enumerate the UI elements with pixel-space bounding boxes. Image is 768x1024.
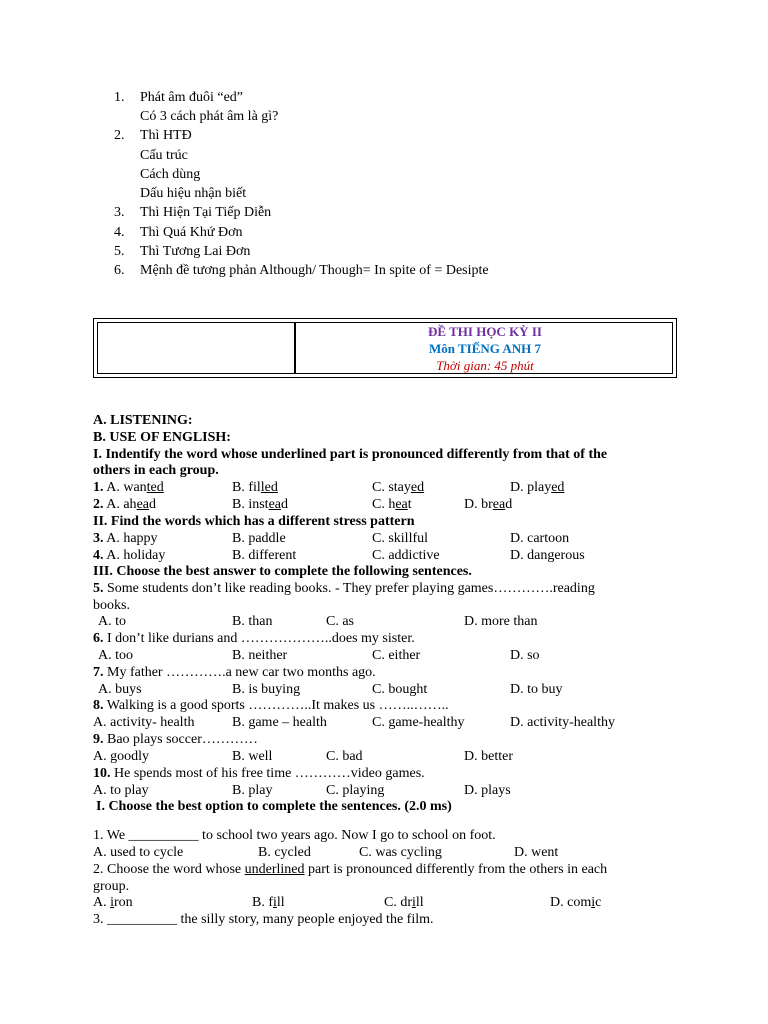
q4-option-c: C. addictive xyxy=(372,548,440,563)
outline-subitem: Cách dùng xyxy=(140,167,201,182)
q5-option-a: A. to xyxy=(98,614,126,629)
q6-option-a: A. too xyxy=(98,648,133,663)
q10-option-d: D. plays xyxy=(464,783,511,798)
q6-stem: 6. I don’t like durians and ………………..does my sister. xyxy=(93,631,415,646)
outline-subitem: Cấu trúc xyxy=(140,148,188,163)
p2q1-option-b: B. cycled xyxy=(258,845,311,860)
q3-option-a: 3. A. happy xyxy=(93,531,158,546)
q10-option-a: A. to play xyxy=(93,783,149,798)
q1-option-c: C. stayed xyxy=(372,480,425,495)
q9-option-d: D. better xyxy=(464,749,513,764)
q5-option-b: B. than xyxy=(232,614,273,629)
outline-item-6: 6. Mệnh đề tương phản Although/ Though= In spite of = Desipte xyxy=(114,263,489,278)
q7-option-c: C. bought xyxy=(372,682,428,697)
q8-option-a: A. activity- health xyxy=(93,715,195,730)
q10-option-c: C. playing xyxy=(326,783,385,798)
p2q2-stem: 2. Choose the word whose underlined part is pronounced differently from the others in each xyxy=(93,862,608,877)
q9-option-b: B. well xyxy=(232,749,273,764)
outline-item-5: 5. Thì Tương Lai Đơn xyxy=(114,244,251,259)
q8-option-c: C. game-healthy xyxy=(372,715,465,730)
q8-stem: 8. Walking is a good sports …………..It makes us ……..…….. xyxy=(93,698,449,713)
q5-stem-cont: books. xyxy=(93,598,130,613)
q1-option-a: 1. A. wanted xyxy=(93,480,164,495)
exam-header-table xyxy=(93,318,677,378)
exam-title: ĐỀ THI HỌC KỲ II xyxy=(428,324,542,339)
q2-option-c: C. heat xyxy=(372,497,412,512)
q9-stem: 9. Bao plays soccer………… xyxy=(93,732,258,747)
section-listening: A. LISTENING: xyxy=(93,413,193,428)
outline-item-2: 2. Thì HTĐ xyxy=(114,128,192,143)
q1-option-d: D. played xyxy=(510,480,565,495)
part3-instruction: III. Choose the best answer to complete the following sentences. xyxy=(93,564,472,579)
q9-option-c: C. bad xyxy=(326,749,363,764)
q6-option-d: D. so xyxy=(510,648,540,663)
q8-option-d: D. activity-healthy xyxy=(510,715,615,730)
q5-option-d: D. more than xyxy=(464,614,538,629)
q4-option-a: 4. A. holiday xyxy=(93,548,166,563)
q1-option-b: B. filled xyxy=(232,480,278,495)
part2-instruction: II. Find the words which has a different stress pattern xyxy=(93,514,415,529)
p2q2-option-d: D. comic xyxy=(550,895,602,910)
p2q2-stem-cont: group. xyxy=(93,879,130,894)
q6-option-b: B. neither xyxy=(232,648,288,663)
p2q1-option-d: D. went xyxy=(514,845,559,860)
q6-option-c: C. either xyxy=(372,648,421,663)
p2q2-option-b: B. fill xyxy=(252,895,285,910)
p2q2-option-a: A. iron xyxy=(93,895,133,910)
q2-option-a: 2. A. ahead xyxy=(93,497,156,512)
outline-item-1: 1. Phát âm đuôi “ed” xyxy=(114,90,244,105)
q7-option-b: B. is buying xyxy=(232,682,301,697)
p2q2-option-c: C. drill xyxy=(384,895,424,910)
part4-instruction: I. Choose the best option to complete the sentences. (2.0 ms) xyxy=(96,799,452,814)
q5-stem: 5. Some students don’t like reading books. - They prefer playing games………….reading xyxy=(93,581,595,596)
exam-duration: Thời gian: 45 phút xyxy=(436,358,534,373)
q7-stem: 7. My father ………….a new car two months ago. xyxy=(93,665,376,680)
header-column-divider xyxy=(294,323,296,373)
p2q1-option-a: A. used to cycle xyxy=(93,845,184,860)
q4-option-d: D. dangerous xyxy=(510,548,585,563)
outline-subitem: Có 3 cách phát âm là gì? xyxy=(140,109,279,124)
outline-item-4: 4. Thì Quá Khứ Đơn xyxy=(114,225,243,240)
section-use-of-english: B. USE OF ENGLISH: xyxy=(93,430,231,445)
p2q1-stem: 1. We __________ to school two years ago. Now I go to school on foot. xyxy=(93,828,496,843)
q10-stem: 10. He spends most of his free time …………video games. xyxy=(93,766,425,781)
part1-instruction-cont: others in each group. xyxy=(93,463,219,478)
q5-option-c: C. as xyxy=(326,614,354,629)
outline-item-3: 3. Thì Hiện Tại Tiếp Diễn xyxy=(114,205,272,220)
q3-option-b: B. paddle xyxy=(232,531,286,546)
p2q3-stem: 3. __________ the silly story, many people enjoyed the film. xyxy=(93,912,434,927)
outline-subitem: Dấu hiệu nhận biết xyxy=(140,186,247,201)
q3-option-d: D. cartoon xyxy=(510,531,570,546)
q9-option-a: A. goodly xyxy=(93,749,149,764)
q10-option-b: B. play xyxy=(232,783,273,798)
q2-option-b: B. instead xyxy=(232,497,289,512)
q7-option-d: D. to buy xyxy=(510,682,563,697)
part1-instruction: I. Indentify the word whose underlined part is pronounced differently from that of the xyxy=(93,447,608,462)
exam-subject: Môn TIẾNG ANH 7 xyxy=(428,341,542,356)
q7-option-a: A. buys xyxy=(98,682,142,697)
p2q1-option-c: C. was cycling xyxy=(359,845,442,860)
q2-option-d: D. bread xyxy=(464,497,513,512)
q4-option-b: B. different xyxy=(232,548,297,563)
q3-option-c: C. skillful xyxy=(372,531,429,546)
q8-option-b: B. game – health xyxy=(232,715,327,730)
